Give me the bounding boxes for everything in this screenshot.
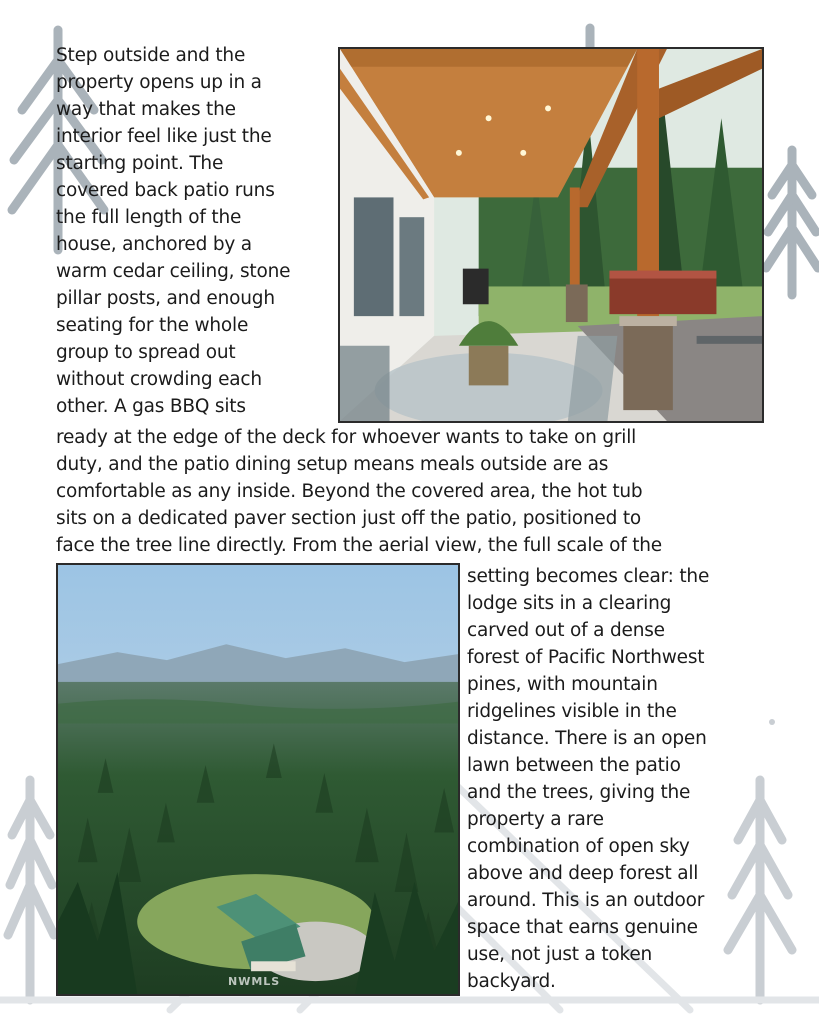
body-text-part-3: setting becomes clear: the lodge sits in a clearing carved out of a dense forest of Pacific Northwest pines, with mountain ridgelines visible in the distance. There is an open lawn between the patio and the trees, giving the property a rare combination of open sky above and deep forest all around. This is an outdoor space that earns genuine use, not just a token backyard. [467, 566, 710, 992]
body-text-part-2: ready at the edge of the deck for whoever wants to take on grill duty, and the patio dining setup means meals outside are as comfortable as any inside. Beyond the covered area, the hot tub sits on a dedicated paver section just off the patio, positioned to face the tree line directly. From the aerial view, the full scale of the [56, 427, 662, 556]
body-text-part-1: Step outside and the property opens up in a way that makes the interior feel like just the starting point. The covered back patio runs the full length of the house, anchored by a warm cedar ceiling, stone pillar posts, and enough seating for the whole group to spread out without crowding each other. A gas BBQ sits [56, 45, 291, 417]
aerial-forest-photo [56, 563, 460, 996]
photo-watermark: NWMLS [228, 975, 281, 988]
covered-patio-photo [338, 47, 764, 423]
